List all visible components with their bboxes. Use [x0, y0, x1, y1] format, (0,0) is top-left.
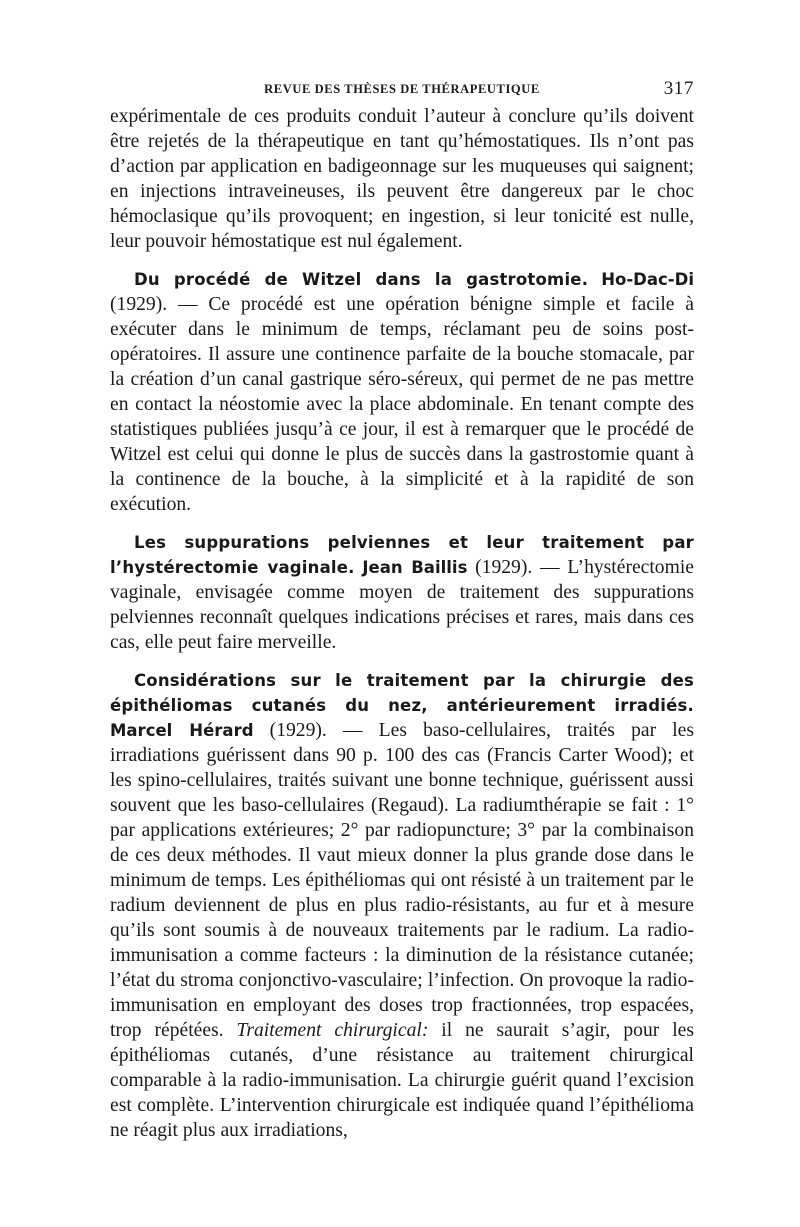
- paragraph-continued: expérimentale de ces produits conduit l’auteur à conclure qu’ils doivent être rejetés de la thérapeutique en tant qu’hémostatiques. Ils n’ont pas d’action par application en badigeonnage sur les muqueuses qui saignent; en injections intraveineuses, ils peuvent être dangereux par le choc hémoclasique qu’ils provoquent; en ingestion, si leur tonicité est nulle, leur pouvoir hémostatique est nul également.: [110, 106, 694, 252]
- entry-text-continued: il ne saurait s’agir, pour les épithéliomas cutanés, d’une résistance au traitement chirurgical comparable à la radio-immunisation. La chirurgie guérit quand l’excision est complète. L’intervention chirurgicale est indiquée quand l’épithélioma ne réagit plus aux irradiations,: [110, 1020, 694, 1141]
- entry-text: (1929). — L’hystérectomie vaginale, envisagée comme moyen de traitement des suppurations pelviennes reconnaît quelques indications précises et rares, mais dans ces cas, elle peut faire merveille.: [110, 557, 694, 653]
- entry-title: Du procédé de Witzel dans la gastrotomie.: [134, 270, 589, 289]
- entry-text: (1929). — Ce procédé est une opération bénigne simple et facile à exécuter dans le minimum de temps, réclamant peu de soins post-opératoires. Il assure une continence parfaite de la bouche stomacale, par la création d’un canal gastrique séro-séreux, qui permet de ne pas mettre en contact la néostomie avec la place abdominale. En tenant compte des statistiques publiées jusqu’à ce jour, il est à remarquer que le procédé de Witzel est celui qui donne le plus de succès dans la gastrostomie quant à la continence de la bouche, à la simplicité et à la rapidité de son exécution.: [110, 294, 694, 515]
- page: [110, 74, 694, 1143]
- entry-author: Ho-Dac-Di: [601, 270, 694, 289]
- thesis-entry-witzel: [110, 267, 694, 517]
- thesis-entry-suppurations: [110, 530, 694, 655]
- entry-italic-text: Traitement chirurgical:: [236, 1020, 429, 1041]
- entry-text: (1929). — Les baso-cellulaires, traités par les irradiations guérissent dans 90 p. 100 des cas (Francis Carter Wood); et les spino-cellulaires, traités suivant une bonne technique, guérissent aussi souvent que les baso-cellulaires (Regaud). La radiumthérapie se fait : 1° par applications extérieures; 2° par radiopuncture; 3° par la combinaison de ces deux méthodes. Il vaut mieux donner la plus grande dose dans le minimum de temps. Les épithéliomas qui ont résisté à un traitement par le radium deviennent de plus en plus radio-résistants, au fur et à mesure qu’ils sont soumis à de nouveaux traitements par le radium. La radio-immunisation a comme facteurs : la diminution de la résistance cutanée; l’état du stroma conjonctivo-vasculaire; l’infection. On provoque la radio-immunisation en employant des doses trop fractionnées, trop espacées, trop répétées.: [110, 720, 694, 1041]
- running-head: [110, 74, 694, 104]
- thesis-entry-epitheliomas: [110, 668, 694, 1143]
- entry-author: Marcel Hérard: [110, 721, 254, 740]
- page-number: 317: [663, 78, 694, 99]
- running-title: REVUE DES THÈSES DE THÉRAPEUTIQUE: [264, 82, 540, 96]
- entry-title: Les suppurations pelviennes et leur traitement par l’hystérectomie vaginale.: [110, 533, 694, 577]
- entry-title: Considérations sur le traitement par la chirurgie des épithéliomas cutanés du nez, antérieurement irradiés.: [110, 671, 694, 715]
- entry-author: Jean Baillis: [362, 558, 468, 577]
